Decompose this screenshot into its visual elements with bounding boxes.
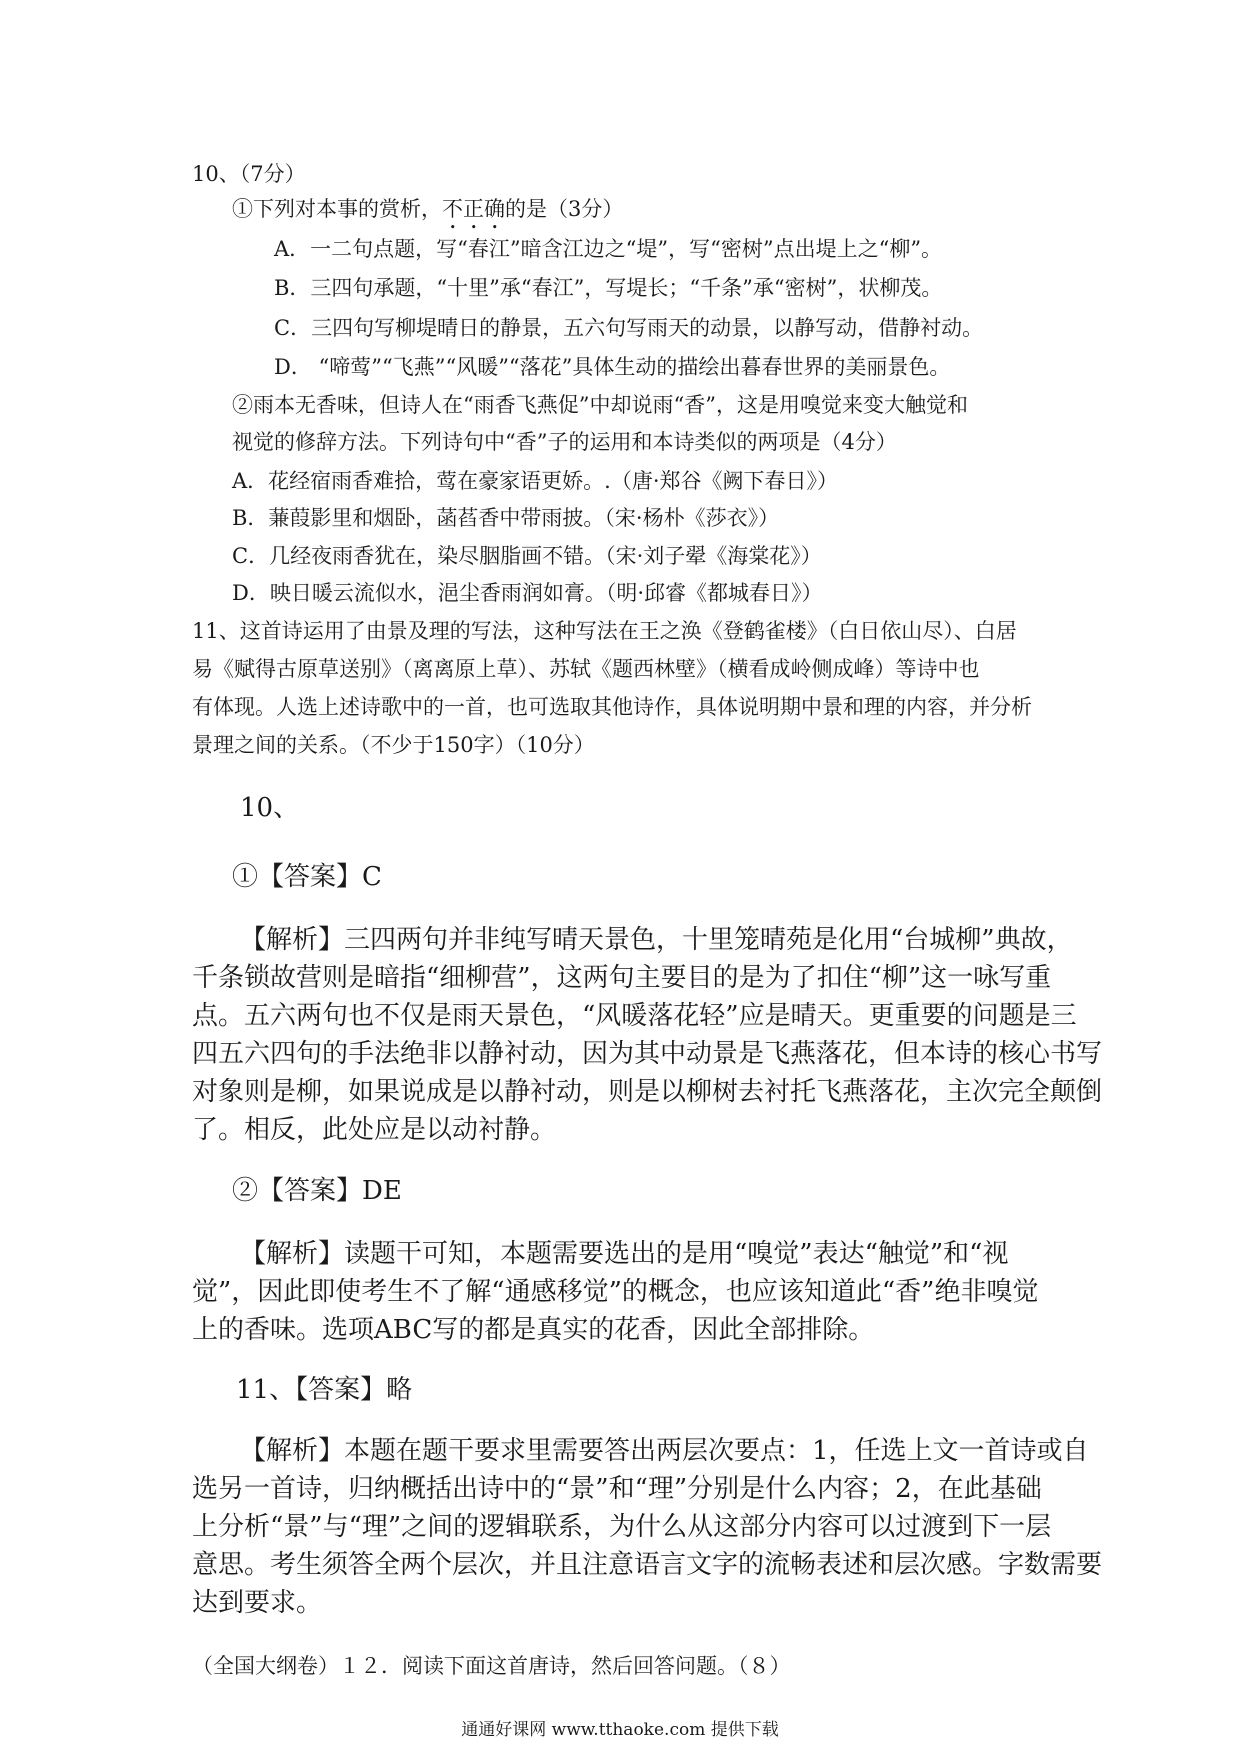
q10-1-stem-prefix: ①下列对本事的赏析， bbox=[232, 197, 442, 221]
q10-2-option-b: B．蒹葭影里和烟卧，菡萏香中带雨披。（宋·杨朴《莎衣》） bbox=[232, 506, 780, 530]
q11-stem-line-2: 易《赋得古原草送别》（离离原上草）、苏轼《题西林壁》（横看成岭侧成峰）等诗中也 bbox=[192, 657, 980, 681]
q11-stem-line-4: 景理之间的关系。（不少于150字）（10分） bbox=[192, 733, 595, 757]
q10-1-option-b: B．三四句承题，“十里”承“春江”，写堤长；“千条”承“密树”，状柳茂。 bbox=[274, 276, 943, 300]
a11-answer: 11、【答案】略 bbox=[236, 1375, 413, 1405]
a11-analysis-line-1: 【解析】本题在题干要求里需要答出两层次要点：1，任选上文一首诗或自 bbox=[240, 1436, 1089, 1466]
q11-stem-line-1: 11、这首诗运用了由景及理的写法，这种写法在王之涣《登鹤雀楼》（白日依山尽）、白居 bbox=[192, 619, 1017, 643]
a10-1-analysis-line-3: 点。五六两句也不仅是雨天景色，“风暖落花轻”应是晴天。更重要的问题是三 bbox=[192, 1001, 1077, 1031]
q10-1-option-c: C．三四句写柳堤晴日的静景，五六句写雨天的动景，以静写动，借静衬动。 bbox=[274, 316, 984, 340]
q10-2-option-c: C．几经夜雨香犹在，染尽胭脂画不错。（宋·刘子翚《海棠花》） bbox=[232, 544, 822, 568]
q10-1-stem bbox=[232, 197, 623, 234]
q11-stem-line-3: 有体现。人选上述诗歌中的一首，也可选取其他诗作，具体说明期中景和理的内容，并分析 bbox=[192, 695, 1032, 719]
q10-1-stem-emphasis: 不正确 bbox=[442, 197, 505, 221]
a10-2-analysis-line-2: 觉”，因此即使考生不了解“通感移觉”的概念，也应该知道此“香”绝非嗅觉 bbox=[192, 1277, 1039, 1307]
a10-2-answer: ②【答案】DE bbox=[232, 1176, 402, 1206]
a11-analysis-line-5: 达到要求。 bbox=[192, 1588, 323, 1618]
a10-2-analysis-line-1: 【解析】读题干可知，本题需要选出的是用“嗅觉”表达“触觉”和“视 bbox=[240, 1239, 1009, 1269]
a10-1-analysis-line-5: 对象则是柳，如果说成是以静衬动，则是以柳树去衬托飞燕落花，主次完全颠倒 bbox=[192, 1077, 1103, 1107]
a10-1-analysis-line-4: 四五六四句的手法绝非以静衬动，因为其中动景是飞燕落花，但本诗的核心书写 bbox=[192, 1039, 1103, 1069]
a11-analysis-line-4: 意思。考生须答全两个层次，并且注意语言文字的流畅表述和层次感。字数需要 bbox=[192, 1550, 1103, 1580]
next-question: （全国大纲卷）１２．阅读下面这首唐诗，然后回答问题。（８） bbox=[192, 1654, 791, 1678]
a11-analysis-line-3: 上分析“景”与“理”之间的逻辑联系，为什么从这部分内容可以过渡到下一层 bbox=[192, 1512, 1052, 1542]
q10-1-option-a: A．一二句点题，写“春江”暗含江边之“堤”，写“密树”点出堤上之“柳”。 bbox=[274, 237, 943, 261]
q10-2-stem-line-1: ②雨本无香味，但诗人在“雨香飞燕促”中却说雨“香”，这是用嗅觉来变大触觉和 bbox=[232, 393, 968, 417]
a10-2-analysis-line-3: 上的香味。选项ABC写的都是真实的花香，因此全部排除。 bbox=[192, 1315, 875, 1345]
q10-2-option-d: D．映日暖云流似水，浥尘香雨润如膏。（明·邱睿《都城春日》） bbox=[232, 581, 823, 605]
a10-1-answer: ①【答案】C bbox=[232, 862, 382, 892]
a10-1-analysis-line-6: 了。相反，此处应是以动衬静。 bbox=[192, 1115, 557, 1145]
a11-analysis-line-2: 选另一首诗，归纳概括出诗中的“景”和“理”分别是什么内容；2，在此基础 bbox=[192, 1474, 1042, 1504]
a10-1-analysis-line-2: 千条锁故营则是暗指“细柳营”，这两句主要目的是为了扣住“柳”这一咏写重 bbox=[192, 963, 1052, 993]
page-footer: 通通好课网 www.tthaoke.com 提供下载 bbox=[461, 1720, 779, 1740]
a10-header: 10、 bbox=[240, 793, 300, 823]
q10-1-option-d: D． “啼莺”“飞燕”“风暖”“落花”具体生动的描绘出暮春世界的美丽景色。 bbox=[274, 355, 951, 379]
q10-2-stem-line-2: 视觉的修辞方法。下列诗句中“香”子的运用和本诗类似的两项是（4分） bbox=[232, 430, 897, 454]
q10-2-option-a: A．花经宿雨香难拾，莺在豪家语更娇。.（唐·郑谷《阙下春日》） bbox=[232, 469, 839, 493]
a10-1-analysis-line-1: 【解析】三四两句并非纯写晴天景色，十里笼晴苑是化用“台城柳”典故， bbox=[240, 925, 1073, 955]
q10-header: 10、（7分） bbox=[192, 162, 306, 186]
q10-1-stem-suffix: 的是（3分） bbox=[505, 197, 624, 221]
